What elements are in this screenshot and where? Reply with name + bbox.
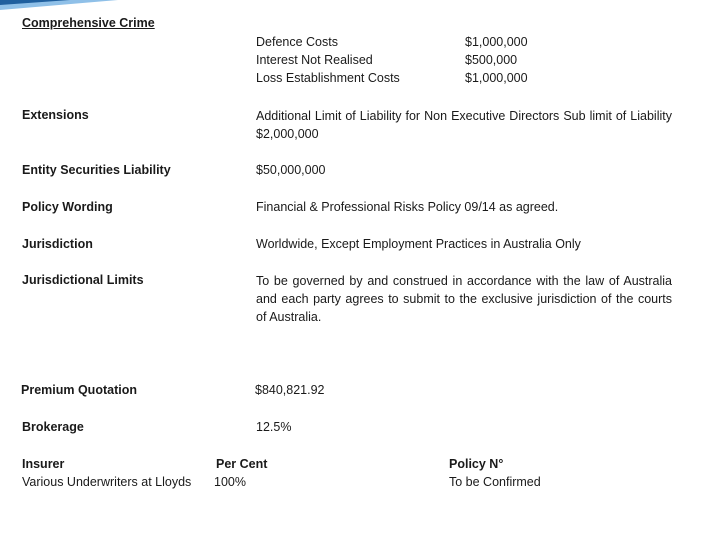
entity-securities-label: Entity Securities Liability — [22, 163, 171, 177]
jurisdictional-limits-label: Jurisdictional Limits — [22, 273, 144, 287]
entity-securities-value: $50,000,000 — [256, 163, 326, 177]
loss-establishment-costs-amount: $1,000,000 — [465, 71, 528, 85]
defence-costs-amount: $1,000,000 — [465, 35, 528, 49]
policy-number-value: To be Confirmed — [449, 475, 541, 489]
policy-number-header: Policy N° — [449, 457, 504, 471]
comprehensive-crime-heading: Comprehensive Crime — [22, 16, 155, 30]
header-swoosh-decoration — [0, 0, 120, 14]
per-cent-header: Per Cent — [216, 457, 268, 471]
insurer-header: Insurer — [22, 457, 65, 471]
policy-wording-label: Policy Wording — [22, 200, 113, 214]
swoosh-graphic — [0, 0, 120, 14]
jurisdiction-value: Worldwide, Except Employment Practices in Australia Only — [256, 237, 581, 251]
defence-costs-label: Defence Costs — [256, 35, 338, 49]
brokerage-value: 12.5% — [256, 420, 292, 434]
insurer-name: Various Underwriters at Lloyds — [22, 475, 192, 489]
premium-quotation-value: $840,821.92 — [255, 383, 325, 397]
interest-not-realised-amount: $500,000 — [465, 53, 518, 67]
insurer-per-cent: 100% — [214, 475, 246, 489]
jurisdiction-label: Jurisdiction — [22, 237, 93, 251]
loss-establishment-costs-label: Loss Establishment Costs — [256, 71, 400, 85]
jurisdictional-limits-value: To be governed by and construed in accordance with the law of Australia and each party agrees to submit to the exclusive jurisdiction of the courts of Australia. — [256, 274, 672, 324]
brokerage-label: Brokerage — [22, 420, 84, 434]
extensions-label: Extensions — [22, 108, 89, 122]
policy-wording-value: Financial & Professional Risks Policy 09/14 as agreed. — [256, 200, 559, 214]
interest-not-realised-label: Interest Not Realised — [256, 53, 373, 67]
extensions-value: Additional Limit of Liability for Non Executive Directors Sub limit of Liability $2,000,000 — [256, 109, 672, 141]
premium-quotation-label: Premium Quotation — [21, 383, 137, 397]
